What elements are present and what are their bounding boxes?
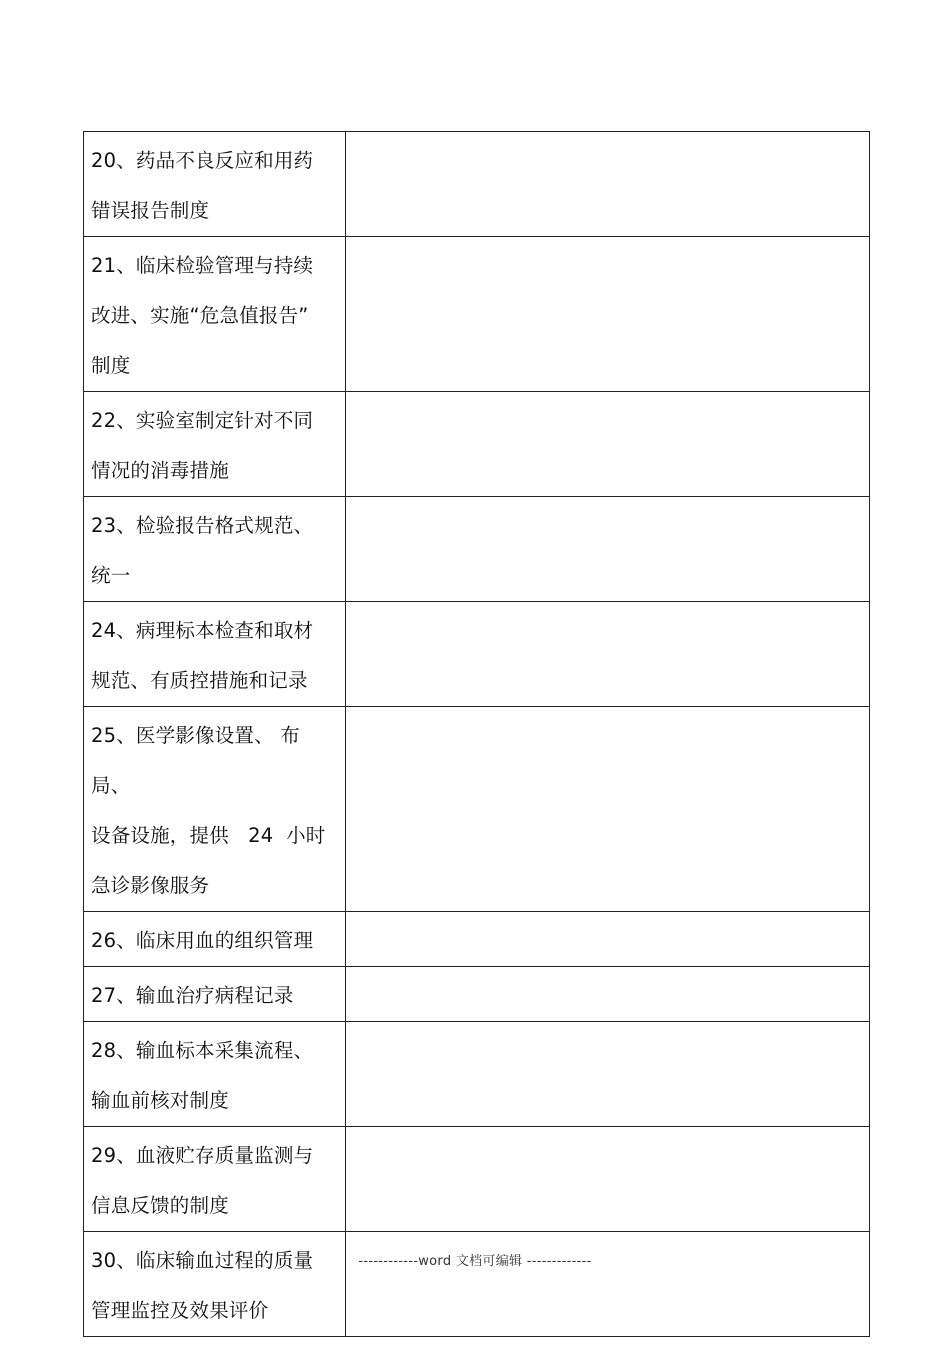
item-cell <box>84 1127 346 1232</box>
table-row <box>84 1232 870 1337</box>
item-description-line: 20、药品不良反应和用药 <box>91 149 314 172</box>
item-description <box>84 392 345 496</box>
item-description <box>84 1232 345 1336</box>
item-cell <box>84 237 346 392</box>
item-cell <box>84 392 346 497</box>
item-description-line: 25、医学影像设置、 布局、 <box>91 724 300 797</box>
item-description-line: 26、临床用血的组织管理 <box>91 929 314 952</box>
item-cell <box>84 707 346 912</box>
item-description-line: 21、临床检验管理与持续 <box>91 254 314 277</box>
item-description <box>84 237 345 391</box>
item-description-line: 信息反馈的制度 <box>91 1194 229 1217</box>
checklist-table <box>83 131 870 1337</box>
item-description-line: 28、输血标本采集流程、 <box>91 1039 314 1062</box>
table-row <box>84 1127 870 1232</box>
item-cell <box>84 1022 346 1127</box>
item-description-line: 27、输血治疗病程记录 <box>91 984 294 1007</box>
notes-cell[interactable] <box>346 132 870 237</box>
table-row <box>84 392 870 497</box>
notes-cell[interactable] <box>346 912 870 967</box>
item-description <box>84 497 345 601</box>
item-description-line: 22、实验室制定针对不同 <box>91 409 314 432</box>
item-description-line: 输血前核对制度 <box>91 1089 229 1112</box>
item-description-line: 30、临床输血过程的质量 <box>91 1249 314 1272</box>
item-description-line: 规范、有质控措施和记录 <box>91 669 308 692</box>
table-row <box>84 237 870 392</box>
item-description-line: 制度 <box>91 354 131 377</box>
page-footer: ------------word 文档可编辑 ------------- <box>358 1254 592 1269</box>
table-row <box>84 602 870 707</box>
item-description-line: 管理监控及效果评价 <box>91 1299 269 1322</box>
item-description-line: 29、血液贮存质量监测与 <box>91 1144 314 1167</box>
item-description <box>84 132 345 236</box>
item-cell <box>84 967 346 1022</box>
table-row <box>84 912 870 967</box>
notes-cell[interactable] <box>346 1022 870 1127</box>
item-description-line: 急诊影像服务 <box>91 874 210 897</box>
notes-cell[interactable] <box>346 1127 870 1232</box>
item-cell <box>84 497 346 602</box>
notes-cell[interactable] <box>346 237 870 392</box>
table-row <box>84 967 870 1022</box>
item-description <box>84 967 345 1021</box>
item-description-line: 改进、实施“危急值报告” <box>91 304 309 327</box>
item-description <box>84 1022 345 1126</box>
item-description-line: 设备设施，提供 24 小时 <box>91 824 326 847</box>
item-description <box>84 1127 345 1231</box>
notes-cell[interactable] <box>346 497 870 602</box>
notes-cell[interactable] <box>346 707 870 912</box>
notes-cell[interactable] <box>346 1232 870 1337</box>
item-cell <box>84 1232 346 1337</box>
item-description-line: 情况的消毒措施 <box>91 459 229 482</box>
item-description <box>84 707 345 911</box>
item-description <box>84 912 345 966</box>
item-description <box>84 602 345 706</box>
item-cell <box>84 912 346 967</box>
item-description-line: 错误报告制度 <box>91 199 210 222</box>
item-description-line: 24、病理标本检查和取材 <box>91 619 314 642</box>
item-description-line: 统一 <box>91 564 131 587</box>
item-cell <box>84 132 346 237</box>
notes-cell[interactable] <box>346 392 870 497</box>
item-description-line: 23、检验报告格式规范、 <box>91 514 314 537</box>
table-row <box>84 132 870 237</box>
table-row <box>84 1022 870 1127</box>
table-row <box>84 497 870 602</box>
notes-cell[interactable] <box>346 967 870 1022</box>
table-row <box>84 707 870 912</box>
item-cell <box>84 602 346 707</box>
checklist-table-body <box>84 132 870 1337</box>
notes-cell[interactable] <box>346 602 870 707</box>
